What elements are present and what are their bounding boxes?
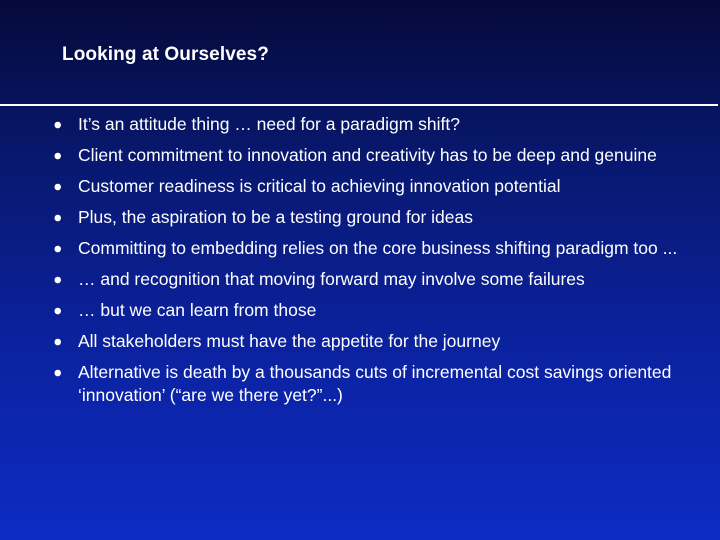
bullet-icon: ⦁: [54, 364, 62, 381]
bullet-item: [54, 113, 714, 136]
bullet-item: [54, 268, 714, 291]
slide-title: Looking at Ourselves?: [62, 44, 269, 65]
bullet-icon: ⦁: [54, 116, 62, 133]
bullet-text: … but we can learn from those: [78, 300, 317, 320]
bullet-item: [54, 206, 714, 229]
bullet-text: Alternative is death by a thousands cuts of incremental cost savings oriented ‘innovation’ (“are we there yet?”...): [78, 362, 672, 405]
bullet-icon: ⦁: [54, 178, 62, 195]
bullet-item: [54, 144, 714, 167]
bullet-text: Committing to embedding relies on the core business shifting paradigm too ...: [78, 238, 678, 258]
bullet-icon: ⦁: [54, 271, 62, 288]
bullet-list: [54, 113, 714, 415]
title-divider: [0, 104, 718, 106]
bullet-icon: ⦁: [54, 302, 62, 319]
bullet-text: It’s an attitude thing … need for a paradigm shift?: [78, 114, 460, 134]
bullet-text: All stakeholders must have the appetite for the journey: [78, 331, 501, 351]
bullet-item: [54, 237, 714, 260]
bullet-item: [54, 175, 714, 198]
bullet-icon: ⦁: [54, 209, 62, 226]
bullet-item: [54, 330, 714, 353]
bullet-text: … and recognition that moving forward may involve some failures: [78, 269, 585, 289]
bullet-text: Customer readiness is critical to achieving innovation potential: [78, 176, 561, 196]
bullet-text: Client commitment to innovation and creativity has to be deep and genuine: [78, 145, 657, 165]
bullet-text: Plus, the aspiration to be a testing ground for ideas: [78, 207, 473, 227]
bullet-icon: ⦁: [54, 240, 62, 257]
bullet-icon: ⦁: [54, 147, 62, 164]
bullet-item: [54, 361, 714, 407]
bullet-item: [54, 299, 714, 322]
bullet-icon: ⦁: [54, 333, 62, 350]
